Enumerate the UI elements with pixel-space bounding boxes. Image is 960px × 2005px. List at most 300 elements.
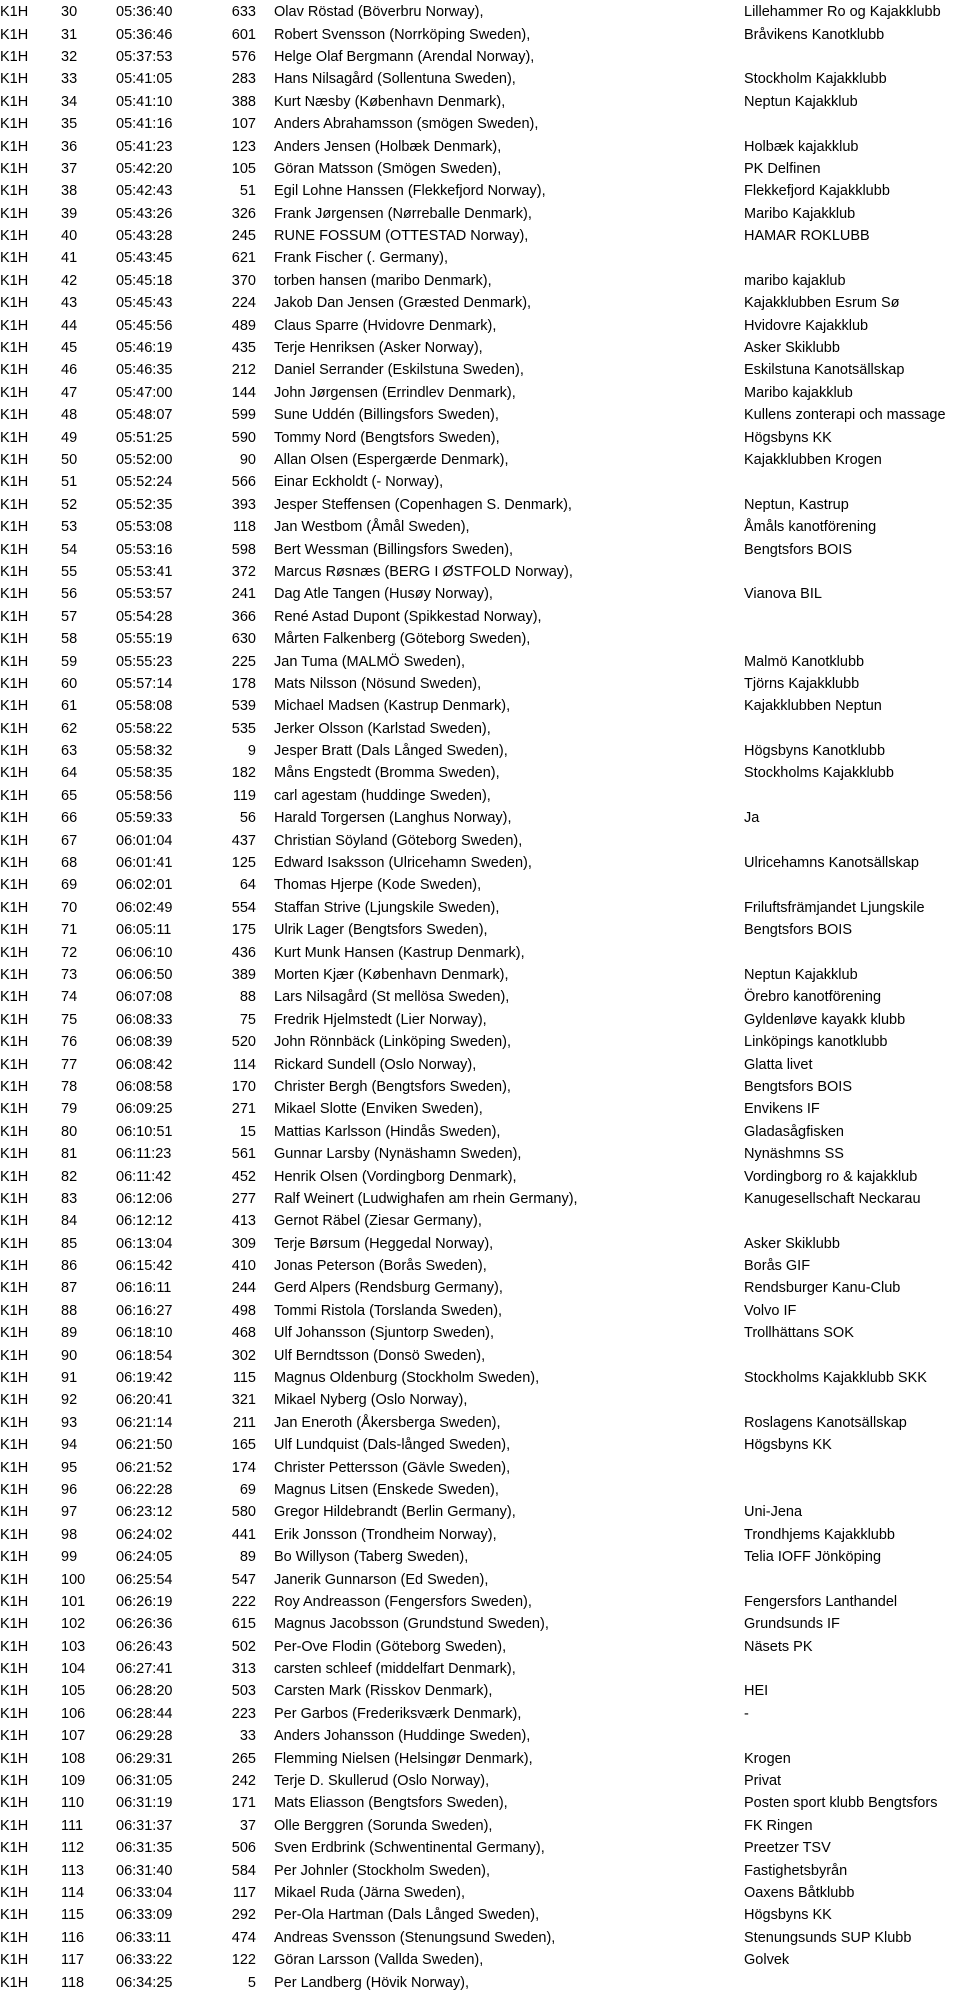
class-cell: K1H [0,1414,29,1431]
time-cell: 06:02:49 [116,899,173,916]
table-row [0,68,960,90]
club-cell: Privat [744,1773,782,1790]
place-cell: 78 [61,1078,78,1095]
bib-cell: 413 [231,1213,256,1230]
club-cell: Neptun, Kastrup [744,496,849,513]
table-row [0,494,960,516]
place-cell: 103 [61,1638,86,1655]
class-cell: K1H [0,4,29,21]
name-cell: Gerd Alpers (Rendsburg Germany), [274,1280,503,1297]
name-cell: René Astad Dupont (Spikkestad Norway), [274,608,542,625]
club-cell: Näsets PK [744,1638,813,1655]
club-cell [744,46,960,68]
table-row [0,1546,960,1568]
place-cell: 112 [61,1840,85,1857]
bib-cell: 615 [231,1616,256,1633]
bib-cell: 506 [231,1840,256,1857]
place-cell: 61 [61,698,78,715]
club-cell: Envikens IF [744,1101,820,1118]
club-cell: Gyldenløve kayakk klubb [744,1011,906,1028]
place-cell: 72 [61,944,78,961]
place-cell: 95 [61,1459,78,1476]
club-cell [744,1725,960,1747]
bib-cell: 64 [239,877,256,894]
table-row [0,1882,960,1904]
name-cell: Ulrik Lager (Bengtsfors Sweden), [274,922,488,939]
bib-cell: 539 [231,698,256,715]
class-cell: K1H [0,295,29,312]
bib-cell: 313 [231,1661,256,1678]
time-cell: 06:28:44 [116,1705,173,1722]
club-cell: Oaxens Båtklubb [744,1885,855,1901]
club-cell: Stockholms Kajakklubb [744,765,894,782]
name-cell: Carsten Mark (Risskov Denmark), [274,1683,493,1700]
name-cell: Mikael Ruda (Järna Sweden), [274,1885,466,1901]
time-cell: 05:52:35 [116,496,173,513]
name-cell: Christer Pettersson (Gävle Sweden), [274,1459,511,1476]
table-row [0,471,960,493]
bib-cell: 211 [232,1414,256,1431]
class-cell: K1H [0,855,29,872]
name-cell: Mikael Slotte (Enviken Sweden), [274,1101,483,1118]
name-cell: Per-Ove Flodin (Göteborg Sweden), [274,1638,507,1655]
name-cell: Magnus Jacobsson (Grundstund Sweden), [274,1616,549,1633]
name-cell: Lars Nilsagård (St mellösa Sweden), [274,989,510,1006]
table-row [0,91,960,113]
time-cell: 05:36:46 [116,26,173,43]
name-cell: Hans Nilsagård (Sollentuna Sweden), [274,71,516,88]
place-cell: 96 [61,1481,78,1498]
place-cell: 117 [61,1952,85,1969]
time-cell: 05:53:08 [116,519,173,536]
bib-cell: 561 [231,1146,256,1163]
class-cell: K1H [0,1347,29,1364]
table-row [0,1815,960,1837]
bib-cell: 621 [231,250,256,267]
place-cell: 118 [61,1974,85,1991]
name-cell: Roy Andreasson (Fengersfors Sweden), [274,1593,532,1610]
club-cell [744,874,960,896]
place-cell: 32 [61,48,78,65]
table-row [0,359,960,381]
class-cell: K1H [0,877,29,894]
time-cell: 06:01:04 [116,832,173,849]
time-cell: 06:24:02 [116,1526,173,1543]
class-cell: K1H [0,1168,29,1185]
table-row [0,1232,960,1254]
table-row [0,449,960,471]
name-cell: Jan Westbom (Åmål Sweden), [274,519,470,536]
bib-cell: 633 [231,4,256,21]
class-cell: K1H [0,1370,29,1387]
time-cell: 05:41:16 [116,116,173,133]
name-cell: Staffan Strive (Ljungskile Sweden), [274,899,500,916]
time-cell: 05:58:22 [116,720,173,737]
name-cell: Gunnar Larsby (Nynäshamn Sweden), [274,1146,522,1163]
table-row [0,1143,960,1165]
class-cell: K1H [0,1817,29,1834]
class-cell: K1H [0,1750,29,1767]
place-cell: 64 [61,765,78,782]
club-cell: Nynäshmns SS [744,1146,844,1163]
club-cell: Borås GIF [744,1258,811,1275]
name-cell: Mikael Nyberg (Oslo Norway), [274,1392,468,1409]
time-cell: 05:54:28 [116,608,173,625]
place-cell: 107 [61,1728,86,1745]
name-cell: Mats Nilsson (Nösund Sweden), [274,675,482,692]
time-cell: 06:13:04 [116,1235,173,1252]
bib-cell: 69 [239,1481,256,1498]
bib-cell: 223 [231,1705,256,1722]
class-cell: K1H [0,1280,29,1297]
class-cell: K1H [0,608,29,625]
bib-cell: 410 [231,1258,256,1275]
bib-cell: 119 [232,787,256,804]
club-cell: Maribo kajakklub [744,384,853,401]
bib-cell: 584 [231,1862,256,1879]
table-row [0,785,960,807]
table-row [0,561,960,583]
bib-cell: 89 [239,1549,256,1566]
place-cell: 76 [61,1034,78,1051]
club-cell: - [744,1705,749,1722]
bib-cell: 122 [231,1952,256,1969]
time-cell: 06:18:10 [116,1325,173,1342]
name-cell: Jerker Olsson (Karlstad Sweden), [274,720,491,737]
time-cell: 06:20:41 [116,1392,173,1409]
time-cell: 06:27:41 [116,1661,173,1678]
bib-cell: 271 [231,1101,256,1118]
time-cell: 06:33:09 [116,1907,173,1924]
club-cell [744,113,960,135]
place-cell: 60 [61,675,78,692]
club-cell: Preetzer TSV [744,1840,831,1857]
place-cell: 116 [61,1929,85,1946]
time-cell: 06:31:40 [116,1862,173,1879]
bib-cell: 498 [231,1302,256,1319]
club-cell: Volvo IF [744,1302,797,1319]
class-cell: K1H [0,1235,29,1252]
bib-cell: 389 [231,966,256,983]
time-cell: 06:01:41 [116,855,173,872]
class-cell: K1H [0,1862,29,1879]
class-cell: K1H [0,228,29,245]
name-cell: Terje Børsum (Heggedal Norway), [274,1235,494,1252]
bib-cell: 33 [239,1728,256,1745]
class-cell: K1H [0,272,29,289]
time-cell: 06:26:36 [116,1616,173,1633]
club-cell: Vianova BIL [744,586,822,603]
bib-cell: 474 [231,1929,256,1946]
name-cell: Kurt Næsby (København Denmark), [274,93,506,110]
club-cell: Grundsunds IF [744,1616,840,1633]
bib-cell: 117 [232,1885,256,1901]
name-cell: Per Landberg (Hövik Norway), [274,1974,470,1991]
time-cell: 06:23:12 [116,1504,173,1521]
table-row [0,1255,960,1277]
table-row [0,1188,960,1210]
class-cell: K1H [0,1616,29,1633]
class-cell: K1H [0,519,29,536]
time-cell: 06:12:06 [116,1190,173,1207]
table-row [0,1277,960,1299]
place-cell: 62 [61,720,78,737]
bib-cell: 75 [239,1011,256,1028]
bib-cell: 547 [231,1571,256,1588]
class-cell: K1H [0,922,29,939]
place-cell: 50 [61,452,78,468]
class-cell: K1H [0,787,29,804]
name-cell: Ulf Lundquist (Dals-långed Sweden), [274,1437,511,1454]
name-cell: Mats Eliasson (Bengtsfors Sweden), [274,1795,508,1812]
name-cell: Einar Eckholdt (- Norway), [274,474,444,491]
place-cell: 91 [61,1370,78,1387]
name-cell: Jan Tuma (MALMÖ Sweden), [274,653,465,670]
table-row [0,1322,960,1344]
table-row [0,1501,960,1523]
place-cell: 113 [61,1862,85,1879]
class-cell: K1H [0,138,29,155]
table-row [0,113,960,135]
class-cell: K1H [0,966,29,983]
bib-cell: 222 [231,1593,256,1610]
class-cell: K1H [0,1661,29,1678]
class-cell: K1H [0,1437,29,1454]
name-cell: Egil Lohne Hanssen (Flekkefjord Norway), [274,183,546,200]
time-cell: 06:25:54 [116,1571,173,1588]
club-cell: Stenungsunds SUP Klubb [744,1929,912,1946]
class-cell: K1H [0,1526,29,1543]
place-cell: 45 [61,340,78,357]
time-cell: 05:46:19 [116,340,173,357]
bib-cell: 503 [231,1683,256,1700]
time-cell: 06:29:28 [116,1728,173,1745]
time-cell: 05:58:08 [116,698,173,715]
place-cell: 34 [61,93,78,110]
class-cell: K1H [0,452,29,468]
name-cell: carl agestam (huddinge Sweden), [274,787,491,804]
class-cell: K1H [0,205,29,222]
class-cell: K1H [0,1056,29,1073]
place-cell: 86 [61,1258,78,1275]
place-cell: 67 [61,832,78,849]
place-cell: 105 [61,1683,86,1700]
class-cell: K1H [0,496,29,513]
place-cell: 75 [61,1011,78,1028]
place-cell: 30 [61,4,78,21]
name-cell: Magnus Litsen (Enskede Sweden), [274,1481,499,1498]
club-cell [744,941,960,963]
time-cell: 06:31:19 [116,1795,173,1812]
name-cell: Mårten Falkenberg (Göteborg Sweden), [274,631,531,648]
club-cell: Roslagens Kanotsällskap [744,1414,907,1431]
table-row [0,158,960,180]
bib-cell: 90 [239,452,256,468]
results-table [0,1,960,1994]
name-cell: Göran Larsson (Vallda Sweden), [274,1952,484,1969]
club-cell: Stockholm Kajakklubb [744,71,887,88]
class-cell: K1H [0,48,29,65]
class-cell: K1H [0,1907,29,1924]
name-cell: RUNE FOSSUM (OTTESTAD Norway), [274,228,529,245]
time-cell: 06:11:42 [116,1168,172,1185]
table-row [0,695,960,717]
name-cell: Michael Madsen (Kastrup Denmark), [274,698,511,715]
name-cell: Tommy Nord (Bengtsfors Sweden), [274,429,500,446]
name-cell: Erik Jonsson (Trondheim Norway), [274,1526,497,1543]
table-row [0,1927,960,1949]
name-cell: Fredrik Hjelmstedt (Lier Norway), [274,1011,487,1028]
time-cell: 05:45:56 [116,317,173,334]
place-cell: 44 [61,317,78,334]
class-cell: K1H [0,1929,29,1946]
class-cell: K1H [0,944,29,961]
club-cell: Linköpings kanotklubb [744,1034,888,1051]
name-cell: Helge Olaf Bergmann (Arendal Norway), [274,48,535,65]
place-cell: 90 [61,1347,78,1364]
club-cell: Uni-Jena [744,1504,803,1521]
time-cell: 06:02:01 [116,877,173,894]
table-row [0,1725,960,1747]
place-cell: 63 [61,743,78,760]
club-cell: Trondhjems Kajakklubb [744,1526,895,1543]
class-cell: K1H [0,1101,29,1118]
club-cell: Bengtsfors BOIS [744,922,852,939]
class-cell: K1H [0,160,29,177]
class-cell: K1H [0,1190,29,1207]
name-cell: Robert Svensson (Norrköping Sweden), [274,26,531,43]
name-cell: Claus Sparre (Hvidovre Denmark), [274,317,497,334]
table-row [0,1412,960,1434]
place-cell: 74 [61,989,78,1006]
club-cell: Asker Skiklubb [744,340,840,357]
time-cell: 05:48:07 [116,407,173,424]
time-cell: 06:26:43 [116,1638,173,1655]
class-cell: K1H [0,653,29,670]
club-cell [744,785,960,807]
club-cell [744,718,960,740]
class-cell: K1H [0,1392,29,1409]
class-cell: K1H [0,362,29,379]
place-cell: 69 [61,877,78,894]
class-cell: K1H [0,1728,29,1745]
name-cell: Göran Matsson (Smögen Sweden), [274,160,502,177]
table-row [0,1098,960,1120]
club-cell: Kajakklubben Krogen [744,452,882,468]
time-cell: 05:51:25 [116,429,173,446]
bib-cell: 241 [231,586,256,603]
time-cell: 05:36:40 [116,4,173,21]
name-cell: Marcus Røsnæs (BERG I ØSTFOLD Norway), [274,563,573,580]
place-cell: 47 [61,384,78,401]
name-cell: Olle Berggren (Sorunda Sweden), [274,1817,493,1834]
bib-cell: 366 [231,608,256,625]
class-cell: K1H [0,563,29,580]
bib-cell: 520 [231,1034,256,1051]
table-row [0,1434,960,1456]
table-row [0,1703,960,1725]
table-row [0,135,960,157]
table-row [0,270,960,292]
name-cell: Christer Bergh (Bengtsfors Sweden), [274,1078,511,1095]
name-cell: carsten schleef (middelfart Denmark), [274,1661,516,1678]
club-cell: Bengtsfors BOIS [744,1078,852,1095]
time-cell: 05:57:14 [116,675,173,692]
club-cell [744,1568,960,1590]
name-cell: Flemming Nielsen (Helsingør Denmark), [274,1750,533,1767]
name-cell: Frank Jørgensen (Nørreballe Denmark), [274,205,532,222]
club-cell: PK Delfinen [744,160,821,177]
time-cell: 05:45:43 [116,295,173,312]
table-row [0,1300,960,1322]
time-cell: 05:41:23 [116,138,173,155]
bib-cell: 115 [232,1370,256,1387]
table-row [0,606,960,628]
club-cell: Hvidovre Kajakklub [744,317,869,334]
place-cell: 31 [61,26,78,43]
club-cell: Stockholms Kajakklubb SKK [744,1370,927,1387]
class-cell: K1H [0,1325,29,1342]
class-cell: K1H [0,1258,29,1275]
bib-cell: 468 [231,1325,256,1342]
class-cell: K1H [0,250,29,267]
bib-cell: 245 [231,228,256,245]
club-cell: Glatta livet [744,1056,813,1073]
place-cell: 115 [61,1907,85,1924]
name-cell: Rickard Sundell (Oslo Norway), [274,1056,477,1073]
place-cell: 54 [61,541,78,558]
time-cell: 06:08:33 [116,1011,173,1028]
class-cell: K1H [0,71,29,88]
name-cell: Mattias Karlsson (Hindås Sweden), [274,1123,501,1140]
time-cell: 06:33:22 [116,1952,173,1969]
bib-cell: 242 [231,1773,256,1790]
place-cell: 81 [61,1146,78,1163]
place-cell: 68 [61,855,78,872]
table-row [0,1389,960,1411]
bib-cell: 178 [231,675,256,692]
place-cell: 57 [61,608,78,625]
name-cell: John Rönnbäck (Linköping Sweden), [274,1034,511,1051]
place-cell: 53 [61,519,78,536]
bib-cell: 144 [231,384,256,401]
bib-cell: 244 [231,1280,256,1297]
time-cell: 05:58:35 [116,765,173,782]
club-cell: Tjörns Kajakklubb [744,675,860,692]
bib-cell: 441 [231,1526,256,1543]
club-cell [744,829,960,851]
name-cell: Per Garbos (Frederiksværk Denmark), [274,1705,522,1722]
club-cell: Högsbyns Kanotklubb [744,743,886,760]
name-cell: Bo Willyson (Taberg Sweden), [274,1549,469,1566]
class-cell: K1H [0,1795,29,1812]
table-row [0,874,960,896]
time-cell: 06:09:25 [116,1101,173,1118]
place-cell: 109 [61,1773,86,1790]
name-cell: Anders Johansson (Huddinge Sweden), [274,1728,531,1745]
bib-cell: 170 [231,1078,256,1095]
table-row [0,337,960,359]
bib-cell: 283 [231,71,256,88]
bib-cell: 114 [232,1056,256,1073]
bib-cell: 435 [231,340,256,357]
table-row [0,1524,960,1546]
name-cell: Magnus Oldenburg (Stockholm Sweden), [274,1370,540,1387]
table-row [0,852,960,874]
bib-cell: 212 [231,362,256,379]
time-cell: 06:29:31 [116,1750,173,1767]
class-cell: K1H [0,720,29,737]
